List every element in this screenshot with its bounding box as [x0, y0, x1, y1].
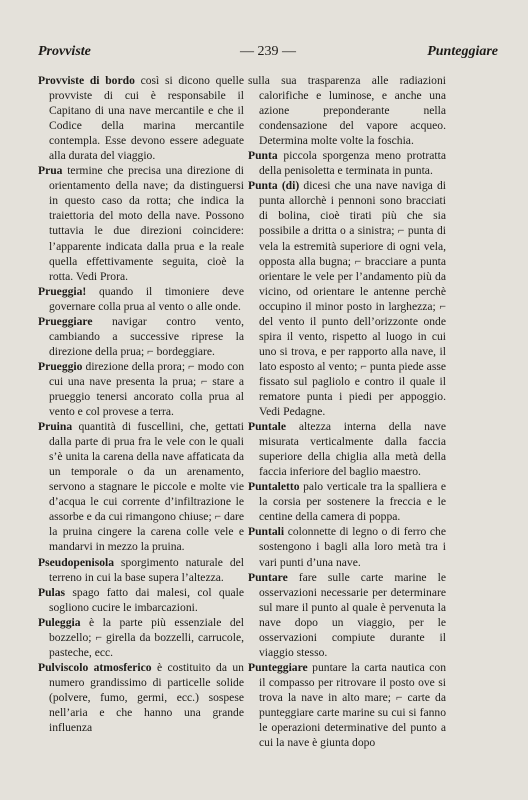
entry-headword: Puleggia — [38, 615, 81, 629]
running-header — [38, 44, 498, 64]
entry-definition: spago fatto dai malesi, col quale sogliono cucire le imbarcazioni. — [49, 585, 244, 614]
entry-headword: Prua — [38, 164, 63, 178]
entry-definition: piccola sporgenza meno protratta della penisoletta e terminata in punta. — [259, 149, 446, 178]
entry-definition: sporgimento naturale del terreno in cui la base supera l’altezza. — [49, 555, 244, 584]
dictionary-entry — [38, 359, 244, 419]
dictionary-entry — [38, 615, 244, 660]
entry-headword: Pruina — [38, 420, 73, 434]
entry-definition: puntare la carta nautica con il compasso per ritrovare il posto ove si trova la nave in alto mare; ⌐ carte da punteggiare carte marine su cui si fanno le operazioni determinative del punto a cui la nave è giunta dopo — [259, 660, 446, 750]
dictionary-entry — [38, 314, 244, 359]
dictionary-entry-continuation — [248, 73, 446, 148]
dictionary-entry — [248, 479, 446, 524]
entry-definition: direzione della prora; ⌐ modo con cui una nave presenta la prua; ⌐ stare a prueggio tenersi ancorato colla prua al vento e col provese a terra. — [49, 359, 244, 419]
entry-definition: dicesi che una nave naviga di punta allorchè i pennoni sono bracciati di bolina, cioè tirati più che sia possibile a dritta o a sinistra; ⌐ punta di vela la estremità superiore di ogni vela, opposta alla bugna; ⌐ bracciare a punta orientare le vele per l’andamento più da vicino, od orientare le antenne perchè occupino il minor posto in larghezza; ⌐ del vento il punto dell’orizzonte onde spira il vento, rispetto al luogo in cui uno si trova, e per rapporto alla nave, il lato esposto al vento; ⌐ punta piede asse fissato sul pagliolo e contro il quale il rematore punta i piedi per appoggio. Vedi Pedagne. — [259, 179, 446, 419]
entry-headword: Prueggia! — [38, 284, 87, 298]
entry-headword: Pseudopenisola — [38, 555, 115, 569]
entry-definition: è costituito da un numero grandissimo di particelle solide (polvere, fumo, germi, ecc.) sospese nell’aria e che hanno una grande influenza — [49, 660, 244, 735]
dictionary-entry — [248, 570, 446, 660]
dictionary-entry — [38, 284, 244, 314]
dictionary-entry — [248, 148, 446, 178]
entry-definition: altezza interna della nave misurata verticalmente dalla faccia superiore della chiglia alla metà della faccia inferiore del baglio maestro. — [259, 420, 446, 479]
dictionary-entry — [38, 163, 244, 283]
entry-headword: Puntaletto — [248, 480, 300, 494]
header-left-guide-word: Provviste — [38, 44, 91, 59]
header-right-guide-word: Punteggiare — [427, 44, 498, 59]
entry-definition: fare sulle carte marine le osservazioni necessarie per determinare sul mare il punto al quale è pervenuta la nave dopo un viaggio, per le osservazioni compiute durante il viaggio stesso. — [259, 570, 446, 659]
right-column — [248, 73, 446, 750]
dictionary-entry — [38, 73, 244, 163]
entry-headword: Punta (di) — [248, 179, 300, 193]
entry-headword: Pulas — [38, 585, 66, 599]
dictionary-entry — [248, 660, 446, 750]
dictionary-entry — [38, 555, 244, 585]
entry-definition: sulla sua trasparenza alle radiazioni calorifiche e luminose, e anche una azione preponderante nella condensazione del vapore acqueo. Determina molte volte la foschia. — [248, 74, 446, 148]
entry-definition: quantità di fuscellini, che, gettati dalla parte di prua fra le vele con le quali s’è unita la carena della nave affaticata da un temporale o da un arenamento, servono a stagnare le piccole e molte vie d’acqua le cui corrente d’infiltrazione le assorbe e da cui rimangono chiuse; ⌐ dare la pruina cingere la carena colle vele e mandarvi in mezzo la pruina. — [49, 420, 244, 554]
dictionary-entry — [248, 419, 446, 479]
entry-headword: Punteggiare — [248, 660, 308, 674]
entry-definition: così si dicono quelle provviste di cui è responsabile il Capitano di una nave mercantile e che il Codice della marina mercantile contempla. Esse devono essere adeguate alla durata del viaggio. — [49, 74, 244, 163]
left-column — [38, 73, 244, 735]
dictionary-entry — [38, 660, 244, 735]
entry-definition: è la parte più essenziale del bozzello; ⌐ girella da bozzelli, carrucole, pasteche, ecc. — [49, 615, 244, 659]
dictionary-entry — [38, 419, 244, 554]
dictionary-entry — [248, 524, 446, 569]
entry-definition: navigar contro vento, cambiando a successive riprese la direzione della prua; ⌐ bordeggiare. — [49, 314, 244, 358]
entry-definition: quando il timoniere deve governare colla prua al vento o alle onde. — [49, 284, 244, 313]
entry-headword: Puntare — [248, 570, 288, 584]
entry-headword: Provviste di bordo — [38, 74, 135, 87]
entry-headword: Prueggiare — [38, 314, 93, 328]
entry-definition: colonnette di legno o di ferro che sostengono i bagli alla loro metà tra i vari punti d’una nave. — [259, 525, 446, 569]
entry-definition: termine che precisa una direzione di orientamento della nave; da distinguersi in questo caso da rotta; che indica la traiettoria del moto della nave. Possono tuttavia le due direzioni coincidere: l’apparente indicata dalla prua e la reale quella effettivamente seguita, cioè la rotta. Vedi Prora. — [49, 164, 244, 283]
page-number: — 239 — — [240, 44, 296, 59]
entry-headword: Puntali — [248, 525, 285, 539]
entry-headword: Puntale — [248, 420, 287, 434]
entry-headword: Punta — [248, 149, 278, 163]
dictionary-entry — [248, 178, 446, 419]
entry-definition: palo verticale tra la spalliera e la corsia per sostenere la freccia e le centine della camera di poppa. — [259, 480, 446, 524]
entry-headword: Prueggio — [38, 359, 83, 373]
entry-headword: Pulviscolo atmosferico — [38, 660, 152, 674]
dictionary-entry — [38, 585, 244, 615]
